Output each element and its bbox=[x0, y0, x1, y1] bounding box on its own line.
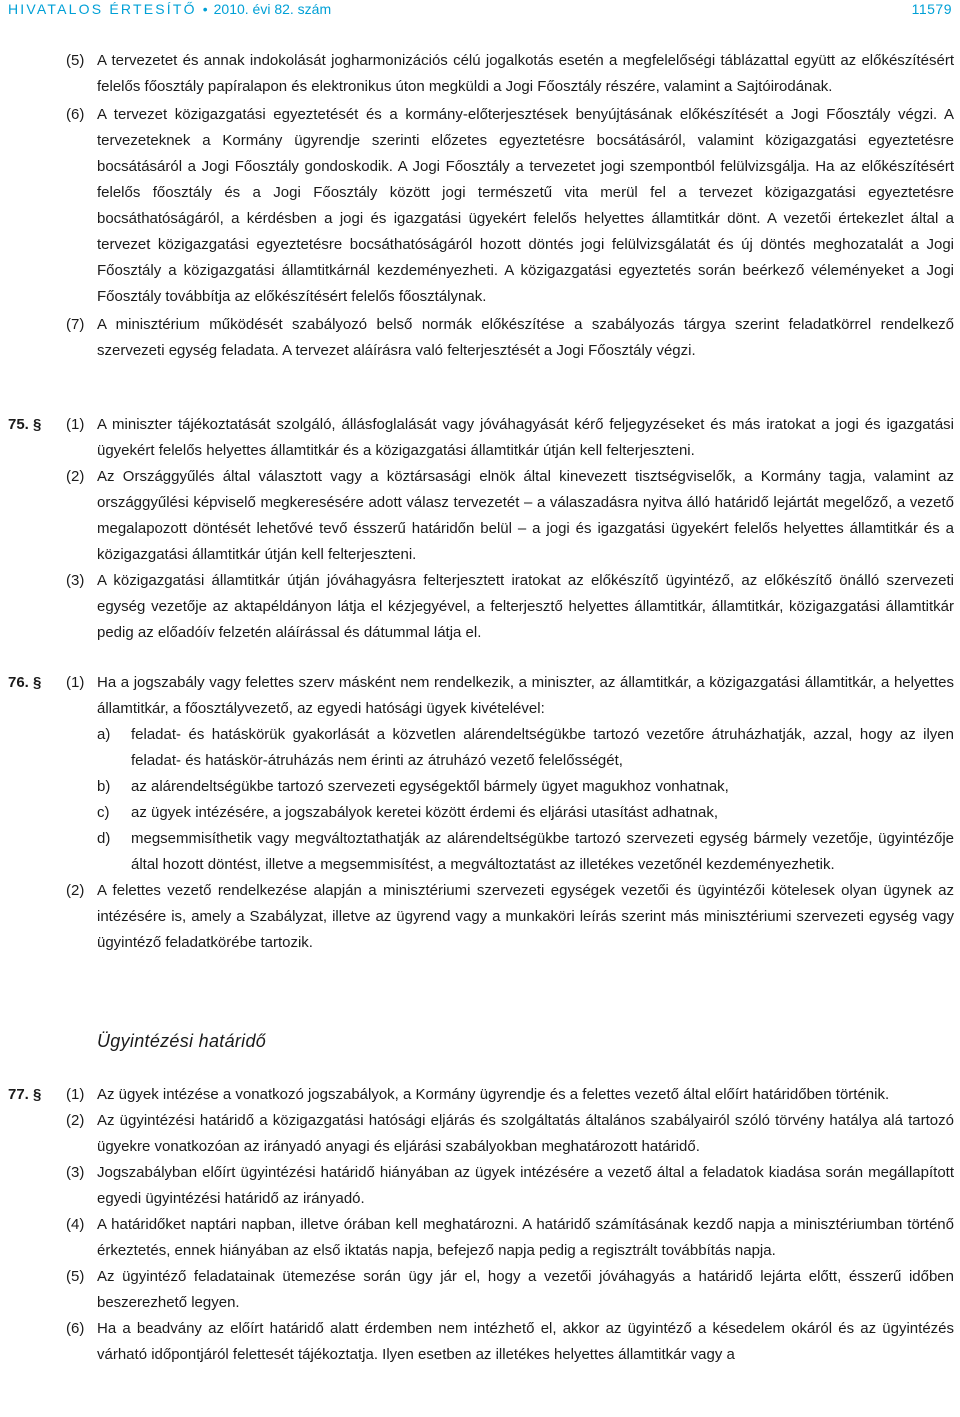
paragraph-number: (7) bbox=[66, 316, 85, 333]
paragraph-number: (5) bbox=[66, 52, 85, 69]
paragraph-77-6 bbox=[0, 1316, 960, 1368]
paragraph-text: A határidőket naptári napban, illetve órában kell meghatározni. A határidő számításának kezdő napja a minisztériumban történő érkeztetés, ennek hiányában az első iktatás napja, befejező napja pedig a regisztrált továbbítás napja. bbox=[97, 1216, 954, 1259]
paragraph-text: Az ügyintézési határidő a közigazgatási hatósági eljárás és szolgáltatás általános szabályairól szóló törvény hatálya alá tartozó ügyekre vonatkozóan az irányadó anyagi és eljárási szabályokban meghatározott határidő. bbox=[97, 1112, 954, 1155]
section-number: 75. bbox=[8, 416, 29, 433]
paragraph-text: Az ügyek intézése a vonatkozó jogszabályok, a Kormány ügyrendje és a felettes vezető által előírt határidőben történik. bbox=[97, 1086, 890, 1103]
section-sign: § bbox=[33, 1086, 42, 1103]
paragraph-77-1 bbox=[0, 1082, 960, 1108]
paragraph-number: (3) bbox=[66, 1164, 85, 1181]
paragraph-74-7 bbox=[0, 312, 960, 364]
paragraph-text: A tervezet közigazgatási egyeztetését és a kormány-előterjesztések benyújtásának előkészítését a Jogi Főosztály végzi. A tervezeteknek a Kormány ügyrendje szerinti előzetes egyeztetésre bocsátásáról, valamint közigazgatási egyeztetésre bocsátásáról a Jogi Főosztály gondoskodik. A Jogi Főosztály a tervezetet jogi szempontból felülvizsgálja. Ha az előkészítésért felelős főosztály és a Jogi Főosztály között jogi természetű vita merül fel a tervezet közigazgatási egyeztetésre bocsáthatóságáról, a kérdésben a jogi és igazgatási ügyekért felelős helyettes államtitkár dönt. A vezetői értekezlet által a tervezet közigazgatási egyeztetésre bocsáthatóságáról hozott döntés jogi felülvizsgálatát és új döntés meghozatalát a Jogi Főosztály a közigazgatási államtitkárnál kezdeményezheti. A közigazgatási egyeztetés során beérkező véleményeket a Jogi Főosztály továbbítja az előkészítésért felelős főosztálynak. bbox=[97, 106, 954, 305]
paragraph-74-6 bbox=[0, 102, 960, 310]
paragraph-number: (2) bbox=[66, 1112, 85, 1129]
paragraph-text: A közigazgatási államtitkár útján jóváhagyásra felterjesztett iratokat az előkészítő ügyintéző, az előkészítő önálló szervezeti egység vezetője az aktapéldányon látja el kézjegyével, a felterjesztő helyettes államtitkár, államtitkár, közigazgatási államtitkár pedig az előadóív felzetén aláírással és dátummal látja el. bbox=[97, 572, 954, 641]
paragraph-text: Ha a beadvány az előírt határidő alatt érdemben nem intézhető el, akkor az ügyintéző a késedelem okáról és az ügyintézés várható időpontjáról felettesét tájékoztatja. Ilyen esetben az illetékes helyettes államtitkár vagy a bbox=[97, 1320, 954, 1363]
list-item-c bbox=[0, 800, 960, 826]
paragraph-number: (2) bbox=[66, 882, 85, 899]
section-74-continuation bbox=[0, 48, 960, 364]
page-number: 11579 bbox=[911, 1, 952, 17]
paragraph-number: (2) bbox=[66, 468, 85, 485]
list-item-label: d) bbox=[97, 830, 111, 847]
paragraph-number: (1) bbox=[66, 674, 85, 691]
list-item-label: b) bbox=[97, 778, 111, 795]
paragraph-75-3 bbox=[0, 568, 960, 646]
list-item-d bbox=[0, 826, 960, 878]
paragraph-text: Ha a jogszabály vagy felettes szerv másként nem rendelkezik, a miniszter, az államtitkár, a közigazgatási államtitkár, a helyettes államtitkár, a főosztályvezető, az egyedi hatósági ügyek kivételével: bbox=[97, 674, 954, 717]
paragraph-77-3 bbox=[0, 1160, 960, 1212]
paragraph-number: (6) bbox=[66, 1320, 85, 1337]
paragraph-76-1 bbox=[0, 670, 960, 722]
paragraph-number: (1) bbox=[66, 416, 85, 433]
section-number: 77. bbox=[8, 1086, 29, 1103]
paragraph-text: A tervezetet és annak indokolását jogharmonizációs célú jogalkotás esetén a megfelelőségi táblázattal együtt az előkészítésért felelős főosztály papíralapon és elektronikus úton megküldi a Jogi Főosztály részére, valamint a Sajtóirodának. bbox=[97, 52, 954, 95]
paragraph-77-4 bbox=[0, 1212, 960, 1264]
list-item-text: megsemmisíthetik vagy megváltoztathatják az alárendeltségükbe tartozó szervezeti egység bármely vezetője, ügyintézője által hozott döntést, illetve a megsemmisítést, a megváltoztatást az illetékes vezetőnél kezdeményezhetik. bbox=[131, 830, 954, 873]
issue-label: 2010. évi 82. szám bbox=[213, 1, 332, 17]
section-number: 76. bbox=[8, 674, 29, 691]
paragraph-number: (1) bbox=[66, 1086, 85, 1103]
paragraph-text: Az Országgyűlés által választott vagy a köztársasági elnök által kinevezett tisztségviselők, a Kormány tagja, valamint az országgyűlési képviselő megkeresésére adott válasz tervezetét – a válaszadásra nyitva álló határidő lejártát megelőző, a vezető megalapozott döntését lehetővé tevő ésszerű határidőn belül – a jogi és igazgatási ügyekért felelős helyettes államtitkár és a közigazgatási államtitkár útján kell felterjeszteni. bbox=[97, 468, 954, 563]
section-77 bbox=[0, 1082, 960, 1368]
list-item-text: az ügyek intézésére, a jogszabályok keretei között érdemi és eljárási utasítást adhatnak, bbox=[131, 804, 718, 821]
list-item-label: c) bbox=[97, 804, 110, 821]
section-75 bbox=[0, 412, 960, 646]
paragraph-number: (4) bbox=[66, 1216, 85, 1233]
subheading-deadline: Ügyintézési határidő bbox=[97, 1031, 267, 1051]
gazette-title: HIVATALOS ÉRTESÍTŐ bbox=[8, 1, 197, 17]
section-sign: § bbox=[33, 416, 42, 433]
paragraph-text: A miniszter tájékoztatását szolgáló, állásfoglalását vagy jóváhagyását kérő feljegyzéseket és más iratokat a jogi és igazgatási ügyekért felelős helyettes államtitkár és a közigazgatási államtitkár útján kell felterjeszteni. bbox=[97, 416, 954, 459]
section-76 bbox=[0, 670, 960, 956]
paragraph-number: (5) bbox=[66, 1268, 85, 1285]
list-item-b bbox=[0, 774, 960, 800]
paragraph-77-2 bbox=[0, 1108, 960, 1160]
paragraph-text: Az ügyintéző feladatainak ütemezése során ügy jár el, hogy a vezetői jóváhagyás a határidő lejárta előtt, ésszerű időben beszerezhető legyen. bbox=[97, 1268, 954, 1311]
paragraph-75-2 bbox=[0, 464, 960, 568]
paragraph-text: Jogszabályban előírt ügyintézési határidő hiányában az ügyek intézésére a vezető által a feladatok kiadása során megállapított egyedi ügyintézési határidő az irányadó. bbox=[97, 1164, 954, 1207]
paragraph-number: (3) bbox=[66, 572, 85, 589]
page-header bbox=[8, 0, 952, 22]
paragraph-76-2 bbox=[0, 878, 960, 956]
paragraph-75-1 bbox=[0, 412, 960, 464]
paragraph-text: A felettes vezető rendelkezése alapján a minisztériumi szervezeti egységek vezetői és ügyintézői kötelesek olyan ügynek az intézésére is, amely a Szabályzat, illetve az ügyrend vagy a munkaköri leírás szerint más minisztériumi szervezeti egység vagy ügyintéző feladatkörébe tartozik. bbox=[97, 882, 954, 951]
paragraph-text: A minisztérium működését szabályozó belső normák előkészítése a szabályozás tárgya szerint feladatkörrel rendelkező szervezeti egység feladata. A tervezet aláírásra való felterjesztését a Jogi Főosztály végzi. bbox=[97, 316, 954, 359]
header-bullet: • bbox=[202, 1, 208, 17]
paragraph-number: (6) bbox=[66, 106, 85, 123]
section-sign: § bbox=[33, 674, 42, 691]
list-item-text: feladat- és hatáskörük gyakorlását a közvetlen alárendeltségükbe tartozó vezetőre átruházhatják, azzal, hogy az ilyen feladat- és hatáskör-átruházás nem érinti az átruházó vezető felelősségét, bbox=[131, 726, 954, 769]
header-publication bbox=[8, 0, 331, 18]
list-item-label: a) bbox=[97, 726, 111, 743]
list-item-text: az alárendeltségükbe tartozó szervezeti egységektől bármely ügyet magukhoz vonhatnak, bbox=[131, 778, 729, 795]
paragraph-77-5 bbox=[0, 1264, 960, 1316]
paragraph-74-5 bbox=[0, 48, 960, 100]
list-item-a bbox=[0, 722, 960, 774]
